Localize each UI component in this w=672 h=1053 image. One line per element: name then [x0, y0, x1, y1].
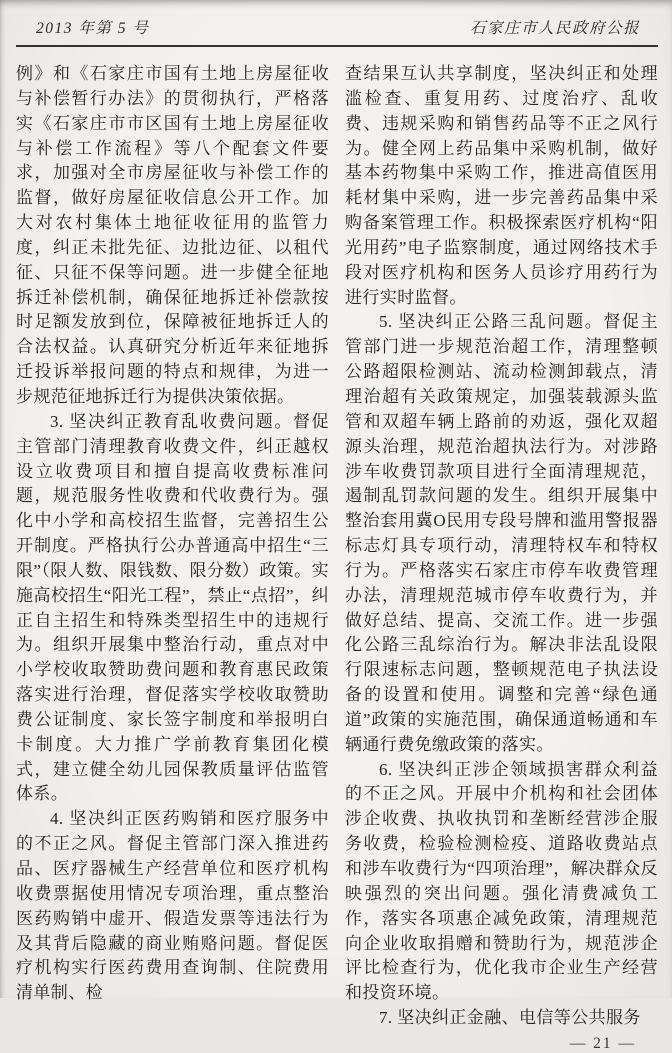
paragraph-item-4: 4. 坚决纠正医药购销和医疗服务中的不正之风。督促主管部门深入推进药品、医疗器械生产经营单位和医疗机构收费票据使用情况专项治理，重点整治医药购销中虚开、假造发票等违法行为及其背后隐藏的商业贿赂问题。督促医疗机构实行医药费用查询制、住院费用清单制、检: [16, 809, 329, 1003]
paragraph-left-continuation: 例》和《石家庄市国有土地上房屋征收与补偿暂行办法》的贯彻执行，严格落实《石家庄市市区国有土地上房屋征收与补偿工作流程》等八个配套文件要求，加强对全市房屋征收与补偿工作的监督，做好房屋征收信息公开工作。加大对农村集体土地征收征用的监管力度，纠正未批先征、边批边征、以租代征、只征不保等问题。进一步健全征地拆迁补偿机制，确保征地拆迁补偿款按时足额发放到位，保障被征地拆迁人的合法权益。认真研究分析近年来征地拆迁投诉举报问题的特点和规律，为进一步规范征地拆迁行为提供决策依据。: [16, 64, 329, 406]
publication-title: 石家庄市人民政府公报: [469, 20, 640, 37]
paragraph-item-3: 3. 坚决纠正教育乱收费问题。督促主管部门清理教育收费文件，纠正越权设立收费项目和擅自提高收费标准问题，规范服务性收费和代收费行为。强化中小学和高校招生监督，完善招生公开制度。严格执行公办普通高中招生“三限”（限人数、限钱数、限分数）政策。实施高校招生“阳光工程”，禁止“点招”，纠正自主招生和特殊类型招生中的违规行为。组织开展集中整治行动，重点对中小学校收取赞助费问题和教育惠民政策落实进行治理，督促落实学校收取赞助费公证制度、家长签字制度和举报明白卡制度。大力推广学前教育集团化模式，建立健全幼儿园保教质量评估监管体系。: [16, 411, 329, 804]
page-header: [16, 12, 658, 38]
paragraph-item-6: 6. 坚决纠正涉企领域损害群众利益的不正之风。开展中介机构和社会团体涉企收费、执收执罚和垄断经营涉企服务收费，检验检测检疫、道路收费站点和涉车收费行为“四项治理”，解决群众反映强烈的突出问题。强化清费减负工作，落实各项惠企减免政策，清理规范向企业收取捐赠和赞助行为，规范涉企评比检查行为，优化我市企业生产经营和投资环境。: [345, 759, 658, 1003]
issue-number: 2013 年第 5 号: [36, 20, 150, 37]
page-number: — 21 —: [569, 1034, 636, 1052]
paragraph-item-5: 5. 坚决纠正公路三乱问题。督促主管部门进一步规范治超工作，清理整顿公路超限检测站、流动检测卸载点，清理治超有关政策规定，加强装载源头监管和双超车辆上路前的劝返，强化双超源头治理，规范治超执法行为。对涉路涉车收费罚款项目进行全面清理规范，遏制乱罚款问题的发生。组织开展集中整治套用冀O民用专段号牌和滥用警报器标志灯具专项行动，清理特权车和特权行为。严格落实石家庄市停车收费管理办法，清理规范城市停车收费行为，并做好总结、提高、交流工作。进一步强化公路三乱综治行为。解决非法乱设限行限速标志问题，整顿规范电子执法设备的设置和使用。调整和完善“绿色通道”政策的实施范围，确保通道畅通和车辆通行费免缴政策的落实。: [345, 312, 658, 754]
paragraph-right-continuation: 查结果互认共享制度，坚决纠正和处理滥检查、重复用药、过度治疗、乱收费、违规采购和销售药品等不正之风行为。健全网上药品集中采购机制，做好基本药物集中采购工作，推进高值医用耗材集中采购，进一步完善药品集中采购备案管理工作。积极探索医疗机构“阳光用药”电子监察制度，通过网络技术手段对医疗机构和医务人员诊疗用药行为进行实时监督。: [345, 64, 658, 307]
page-footer: [16, 1035, 658, 1053]
right-column: [345, 62, 658, 1031]
left-column: [16, 62, 329, 1031]
paragraph-item-7: 7. 坚决纠正金融、电信等公共服务: [379, 1008, 641, 1028]
text-columns: [16, 62, 658, 1031]
header-rule: [16, 45, 658, 47]
